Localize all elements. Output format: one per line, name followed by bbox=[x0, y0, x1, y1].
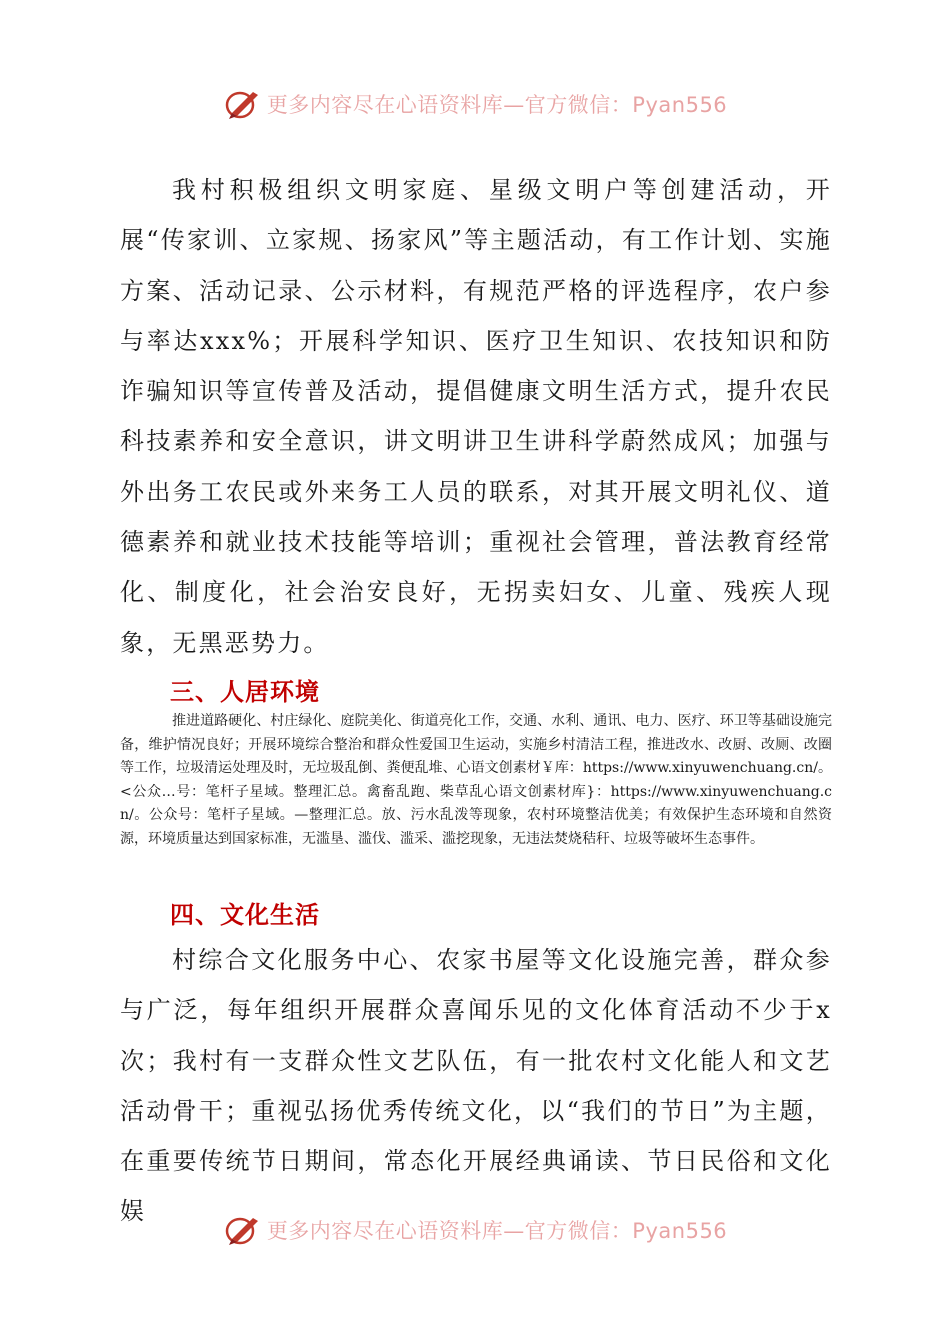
banner-text: 更多内容尽在心语资料库—官方微信：Pyan556 bbox=[266, 93, 728, 117]
footer-banner bbox=[0, 1210, 950, 1250]
paragraph-civilization: 我村积极组织文明家庭、星级文明户等创建活动，开展“传家训、立家规、扬家风”等主题活动，有工作计划、实施方案、活动记录、公示材料，有规范严格的评选程序，农户参与率达xxx%；开展科学知识、医疗卫生知识、农技知识和防诈骗知识等宣传普及活动，提倡健康文明生活方式，提升农民科技素养和安全意识，讲文明讲卫生讲科学蔚然成风；加强与外出务工农民或外来务工人员的联系，对其开展文明礼仪、道德素养和就业技术技能等培训；重视社会管理，普法教育经常化、制度化，社会治安良好，无拐卖妇女、儿童、残疾人现象，无黑恶势力。 bbox=[120, 176, 832, 657]
banner-text: 更多内容尽在心语资料库—官方微信：Pyan556 bbox=[266, 1219, 728, 1243]
header-banner bbox=[0, 84, 950, 124]
pen-circle-icon bbox=[223, 86, 263, 122]
paragraph-cultural-life: 村综合文化服务中心、农家书屋等文化设施完善，群众参与广泛，每年组织开展群众喜闻乐见的文化体育活动不少于x次；我村有一支群众性文艺队伍，有一批农村文化能人和文艺活动骨干；重视弘扬优秀传统文化，以“我们的节日”为主题，在重要传统节日期间，常态化开展经典诵读、节日民俗和文化娱 bbox=[120, 946, 832, 1226]
heading-living-environment: 三、人居环境 bbox=[170, 678, 320, 706]
heading-cultural-life: 四、文化生活 bbox=[170, 901, 320, 929]
paragraph-living-environment: 推进道路硬化、村庄绿化、庭院美化、街道亮化工作，交通、水利、通讯、电力、医疗、环卫等基础设施完备，维护情况良好；开展环境综合整治和群众性爱国卫生运动，实施乡村清洁工程，推进改水、改厨、改厕、改圈等工作，垃圾清运处理及时，无垃圾乱倒、粪便乱堆、心语文创素材￥库：https://www.xinyuwenchuang.cn/。<公众…号：笔杆子星域。整理汇总。禽畜乱跑、柴草乱心语文创素材库}：https://www.xinyuwenchuang.cn/。公众号：笔杆子星域。—整理汇总。放、污水乱泼等现象，农村环境整洁优美；有效保护生态环境和自然资源，环境质量达到国家标准，无滥垦、滥伐、滥采、滥挖现象，无违法焚烧秸秆、垃圾等破坏生态事件。 bbox=[120, 713, 832, 847]
pen-circle-icon bbox=[223, 1212, 263, 1248]
